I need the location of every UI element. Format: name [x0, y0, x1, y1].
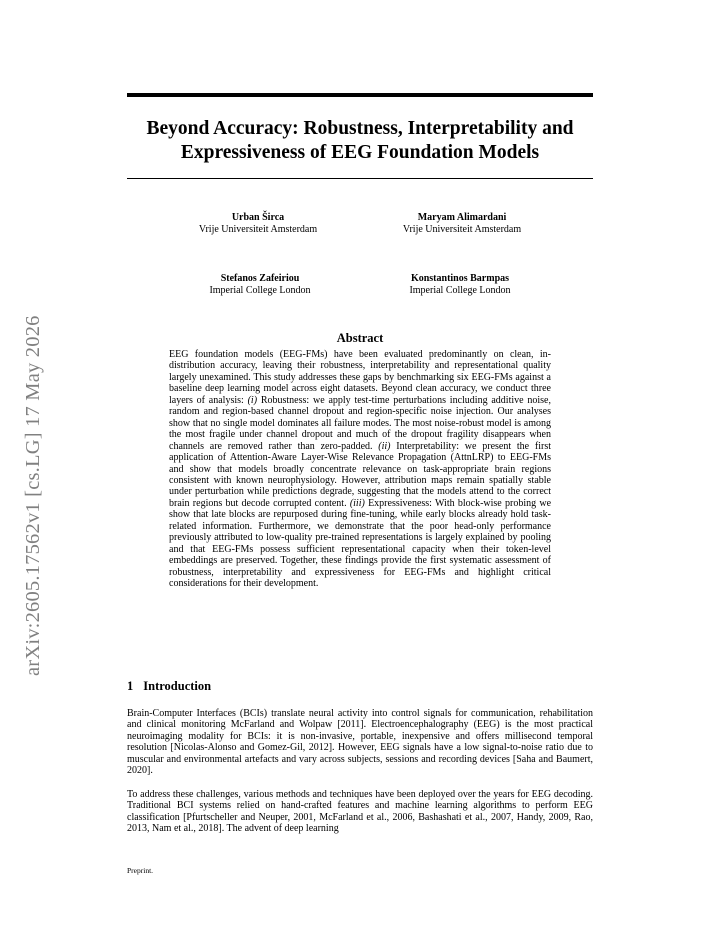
preprint-note: Preprint. — [127, 866, 154, 875]
abstract-marker: (iii) — [349, 497, 365, 509]
section-title: Introduction — [143, 679, 212, 693]
author-name: Konstantinos Barmpas — [410, 273, 510, 284]
author-name: Urban Širca — [231, 212, 285, 223]
author-affiliation: Imperial College London — [409, 285, 511, 296]
abstract-text-part: Expressiveness: With block-wise probing we show that late blocks are repurposed during fine-tuning, while early blocks already hold task-related information. Furthermore, we demonstrate that the poor head-only performance previously attributed to low-quality pre-trained representations is largely explained by pooling and that EEG-FMs possess sufficient representational capacity when their token-level embeddings are preserved. Together, these findings provide the first systematic assessment of robustness, interpretability and expressiveness for EEG-FMs and highlight critical considerations for their development. — [169, 497, 552, 590]
abstract-marker: (ii) — [378, 440, 391, 452]
author-affiliation: Vrije Universiteit Amsterdam — [198, 224, 318, 235]
section-number: 1 — [127, 679, 134, 693]
abstract-text-part: EEG foundation models (EEG-FMs) have been evaluated predominantly on clean, in-distribution accuracy, leaving their robustness, interpretability and representational quality largely unexamined. This study addresses these gaps by benchmarking six EEG-FMs against a baseline deep learning model across eight datasets. Beyond clean accuracy, we conduct three layers of analysis: — [169, 349, 551, 406]
abstract-heading: Abstract — [336, 331, 384, 345]
author-name: Stefanos Zafeiriou — [220, 273, 300, 284]
abstract-text — [169, 349, 551, 590]
paper-title — [127, 117, 593, 165]
author-block — [342, 212, 582, 236]
author-name: Maryam Alimardani — [417, 212, 507, 223]
abstract-marker: (i) — [247, 394, 258, 406]
abstract-text-part: Robustness: we apply test-time perturbations including additive noise, random and region-based channel dropout and region-specific noise injection. Our analyses show that no single model dominates all failure modes. The most noise-robust model is among the most fragile under channel dropout and much of the dropout fragility disappears when channels are removed rather than zero-padded. — [169, 394, 551, 452]
title-line-1: Beyond Accuracy: Robustness, Interpretability and — [146, 118, 574, 139]
abstract-text-part: Interpretability: we present the first application of Attention-Aware Layer-Wise Relevance Propagation (AttnLRP) to EEG-FMs and show that models broadly concentrate relevance on task-appropriate brain regions consistent with known neurophysiology. However, attribution maps remain spatially stable under perturbation while predictions degrade, suggesting that the models attend to the correct brain regions but decode corrupted content. — [169, 440, 551, 509]
title-bottom-rule — [127, 178, 593, 179]
arxiv-identifier: arXiv:2605.17562v1 [cs.LG] 17 May 2026 — [22, 315, 44, 676]
body-paragraph: To address these challenges, various methods and techniques have been deployed over the years for EEG decoding. Traditional BCI systems relied on hand-crafted features and machine learning algorithms to perform EEG classification [Pfurtscheller and Neuper, 2001, McFarland et al., 2006, Bashashati et al., 2007, Handy, 2009, Rao, 2013, Nam et al., 2018]. The advent of deep learning — [127, 789, 593, 835]
section-heading — [127, 679, 211, 694]
author-affiliation: Imperial College London — [209, 285, 311, 296]
title-top-rule — [127, 93, 593, 97]
title-line-2: Expressiveness of EEG Foundation Models — [180, 142, 540, 163]
author-affiliation: Vrije Universiteit Amsterdam — [402, 224, 522, 235]
body-paragraph: Brain-Computer Interfaces (BCIs) translate neural activity into control signals for communication, rehabilitation and clinical monitoring McFarland and Wolpaw [2011]. Electroencephalography (EEG) is the most practical neuroimaging modality for BCIs: it is non-invasive, portable, inexpensive and offers millisecond temporal resolution [Nicolas-Alonso and Gomez-Gil, 2012]. However, EEG signals have a low signal-to-noise ratio due to muscular and environmental artefacts and vary across subjects, sessions and recording devices [Saha and Baumert, 2020]. — [127, 708, 593, 777]
author-block — [340, 273, 580, 297]
